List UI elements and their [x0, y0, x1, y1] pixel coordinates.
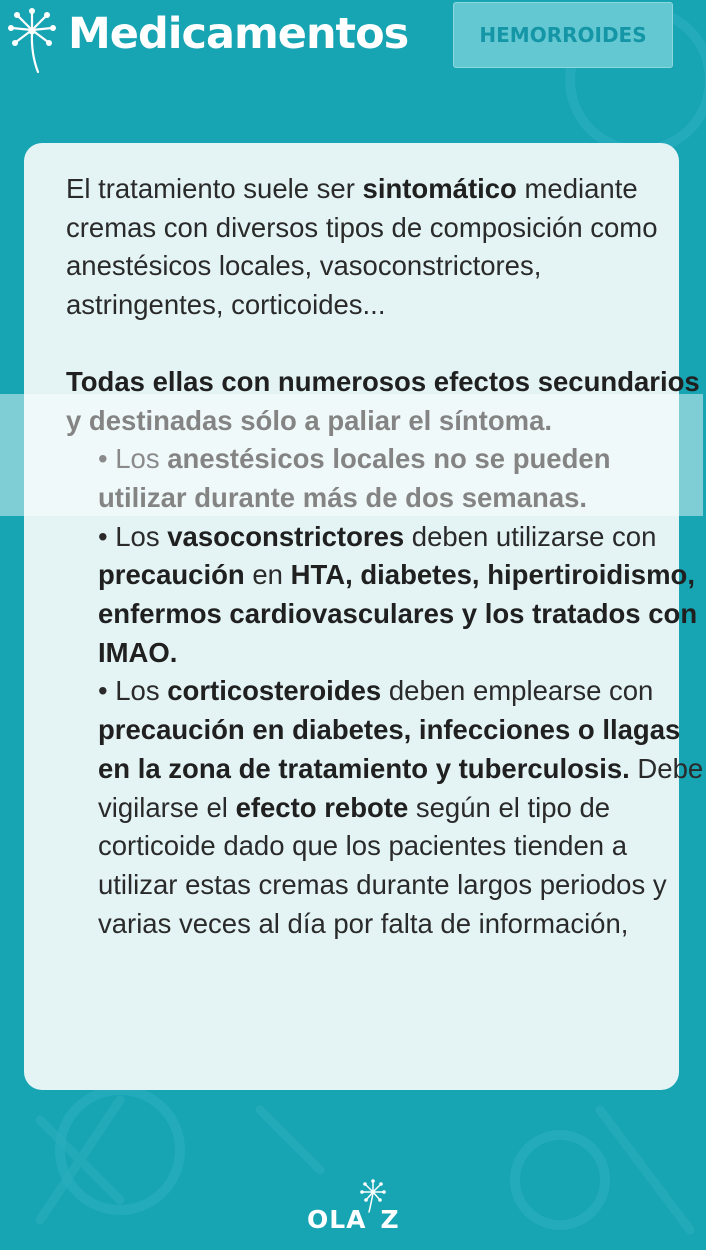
content-text — [66, 170, 706, 943]
content-card — [24, 143, 704, 1090]
footer-brand: OLA Z — [307, 1205, 400, 1234]
page-title: Medicamentos — [68, 9, 409, 59]
intro-paragraph: El tratamiento suele ser sintomático mediante cremas con diversos tipos de composición como anestésicos locales, vasoconstrictores, astringentes, corticoides... — [66, 173, 658, 321]
summary-paragraph: Todas ellas con numerosos efectos secundarios y destinadas sólo a paliar el síntoma. — [66, 365, 700, 436]
bullet-corticosteroides: • Los corticosteroides deben emplearse con precaución en diabetes, infecciones o llagas en la zona de tratamiento y tuberculosis. Debe vigilarse el efecto rebote según el tipo de corticoide dado que los pacientes tienden a utilizar estas cremas durante largos periodos y varias veces al día por falta de información, — [98, 675, 704, 939]
bullet-vasoconstrictores: • Los vasoconstrictores deben utilizarse con precaución en HTA, diabetes, hipertiroidismo, enfermos cardiovasculares y los tratados con IMAO. — [98, 520, 698, 668]
app-header — [0, 0, 703, 80]
dandelion-icon — [6, 6, 58, 74]
topic-tag-button[interactable]: HEMORROIDES — [453, 2, 673, 68]
bullet-anestesicos: • Los anestésicos locales no se pueden utilizar durante más de dos semanas. — [98, 443, 611, 513]
